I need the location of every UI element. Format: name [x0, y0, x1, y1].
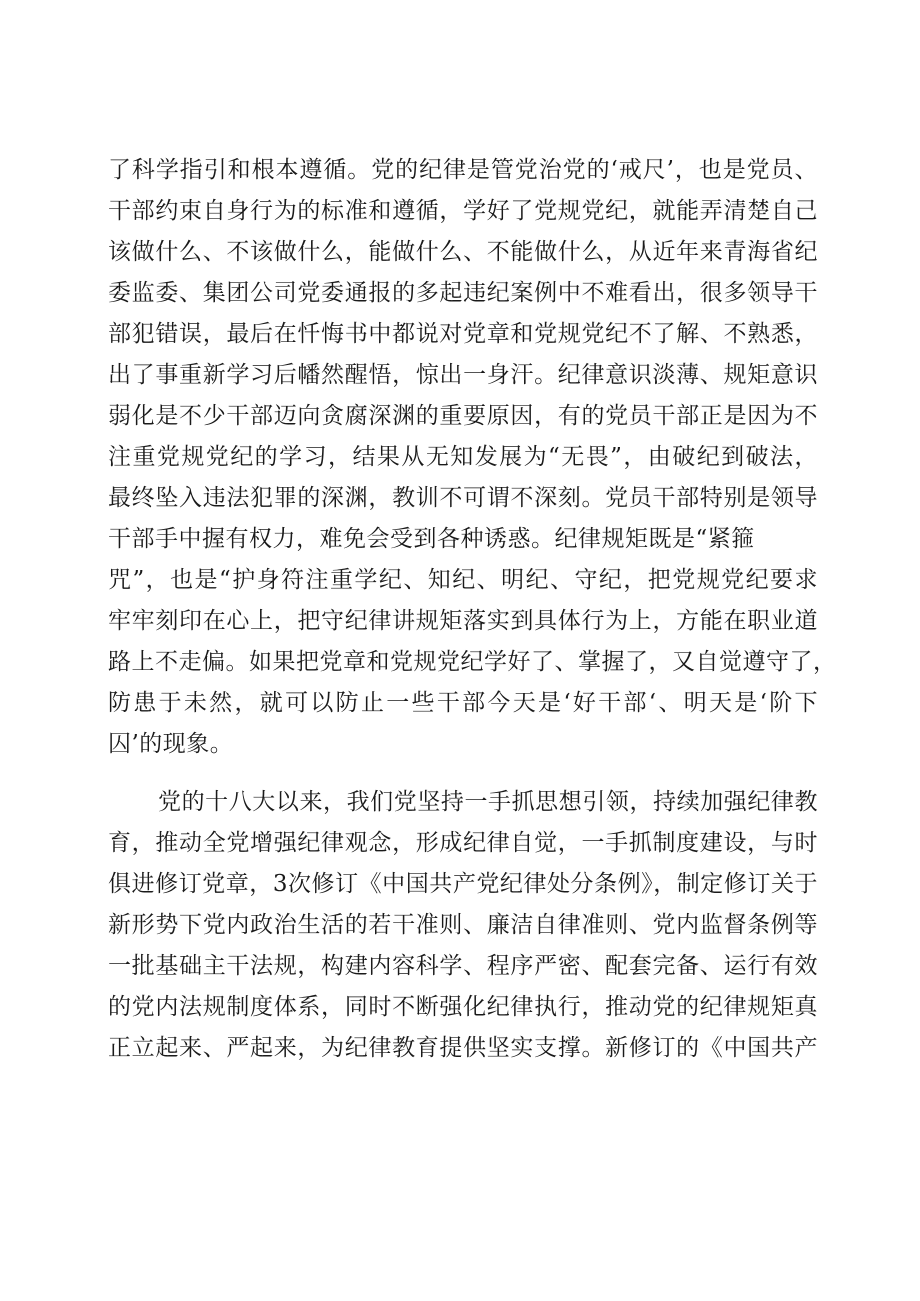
paragraph-line: 部犯错误，最后在忏悔书中都说对党章和党规党纪不了解、不熟悉， [108, 321, 818, 347]
paragraph-line: 注重党规党纪的学习，结果从无知发展为“无畏”，由破纪到破法， [108, 444, 818, 470]
paragraph-line: 俱进修订党章，3次修订《中国共产党纪律处分条例》，制定修订关于 [108, 871, 818, 897]
paragraph-line: 干部约束自身行为的标准和遵循，学好了党规党纪，就能弄清楚自己 [108, 198, 818, 224]
paragraph-2 [108, 782, 818, 1069]
paragraph-line: 正立起来、严起来，为纪律教育提供坚实支撑。新修订的《中国共产 [108, 1035, 818, 1061]
paragraph-line: 防患于未然，就可以防止一些干部今天是‘好干部‘、明天是‘阶下 [108, 690, 818, 716]
paragraph-line: 的党内法规制度体系，同时不断强化纪律执行，推动党的纪律规矩真 [108, 994, 818, 1020]
paragraph-line: 咒”，也是“护身符注重学纪、知纪、明纪、守纪，把党规党纪要求 [108, 567, 818, 593]
paragraph-line: 党的十八大以来，我们党坚持一手抓思想引领，持续加强纪律教 [158, 789, 818, 815]
paragraph-line: 了科学指引和根本遵循。党的纪律是管党治党的‘戒尺’，也是党员、 [108, 157, 818, 183]
paragraph-line: 牢牢刻印在心上，把守纪律讲规矩落实到具体行为上，方能在职业道 [108, 608, 818, 634]
paragraph-line: 育，推动全党增强纪律观念，形成纪律自觉，一手抓制度建设，与时 [108, 830, 818, 856]
paragraph-line: 新形势下党内政治生活的若干准则、廉洁自律准则、党内监督条例等 [108, 912, 818, 938]
paragraph-line: 囚’的现象。 [108, 731, 234, 757]
paragraph-line: 最终坠入违法犯罪的深渊，教训不可谓不深刻。党员干部特别是领导 [108, 485, 818, 511]
paragraph-line: 路上不走偏。如果把党章和党规党纪学好了、掌握了，又自觉遵守了， [108, 649, 837, 675]
paragraph-line: 弱化是不少干部迈向贪腐深渊的重要原因，有的党员干部正是因为不 [108, 403, 818, 429]
paragraph-line: 委监委、集团公司党委通报的多起违纪案例中不难看出，很多领导干 [108, 280, 818, 306]
paragraph-line: 一批基础主干法规，构建内容科学、程序严密、配套完备、运行有效 [108, 953, 818, 979]
paragraph-line: 干部手中握有权力，难免会受到各种诱惑。纪律规矩既是“紧箍 [108, 526, 755, 552]
paragraph-1 [108, 150, 837, 765]
paragraph-line: 该做什么、不该做什么，能做什么、不能做什么，从近年来青海省纪 [108, 239, 818, 265]
paragraph-line: 出了事重新学习后幡然醒悟，惊出一身汗。纪律意识淡薄、规矩意识 [108, 362, 818, 388]
